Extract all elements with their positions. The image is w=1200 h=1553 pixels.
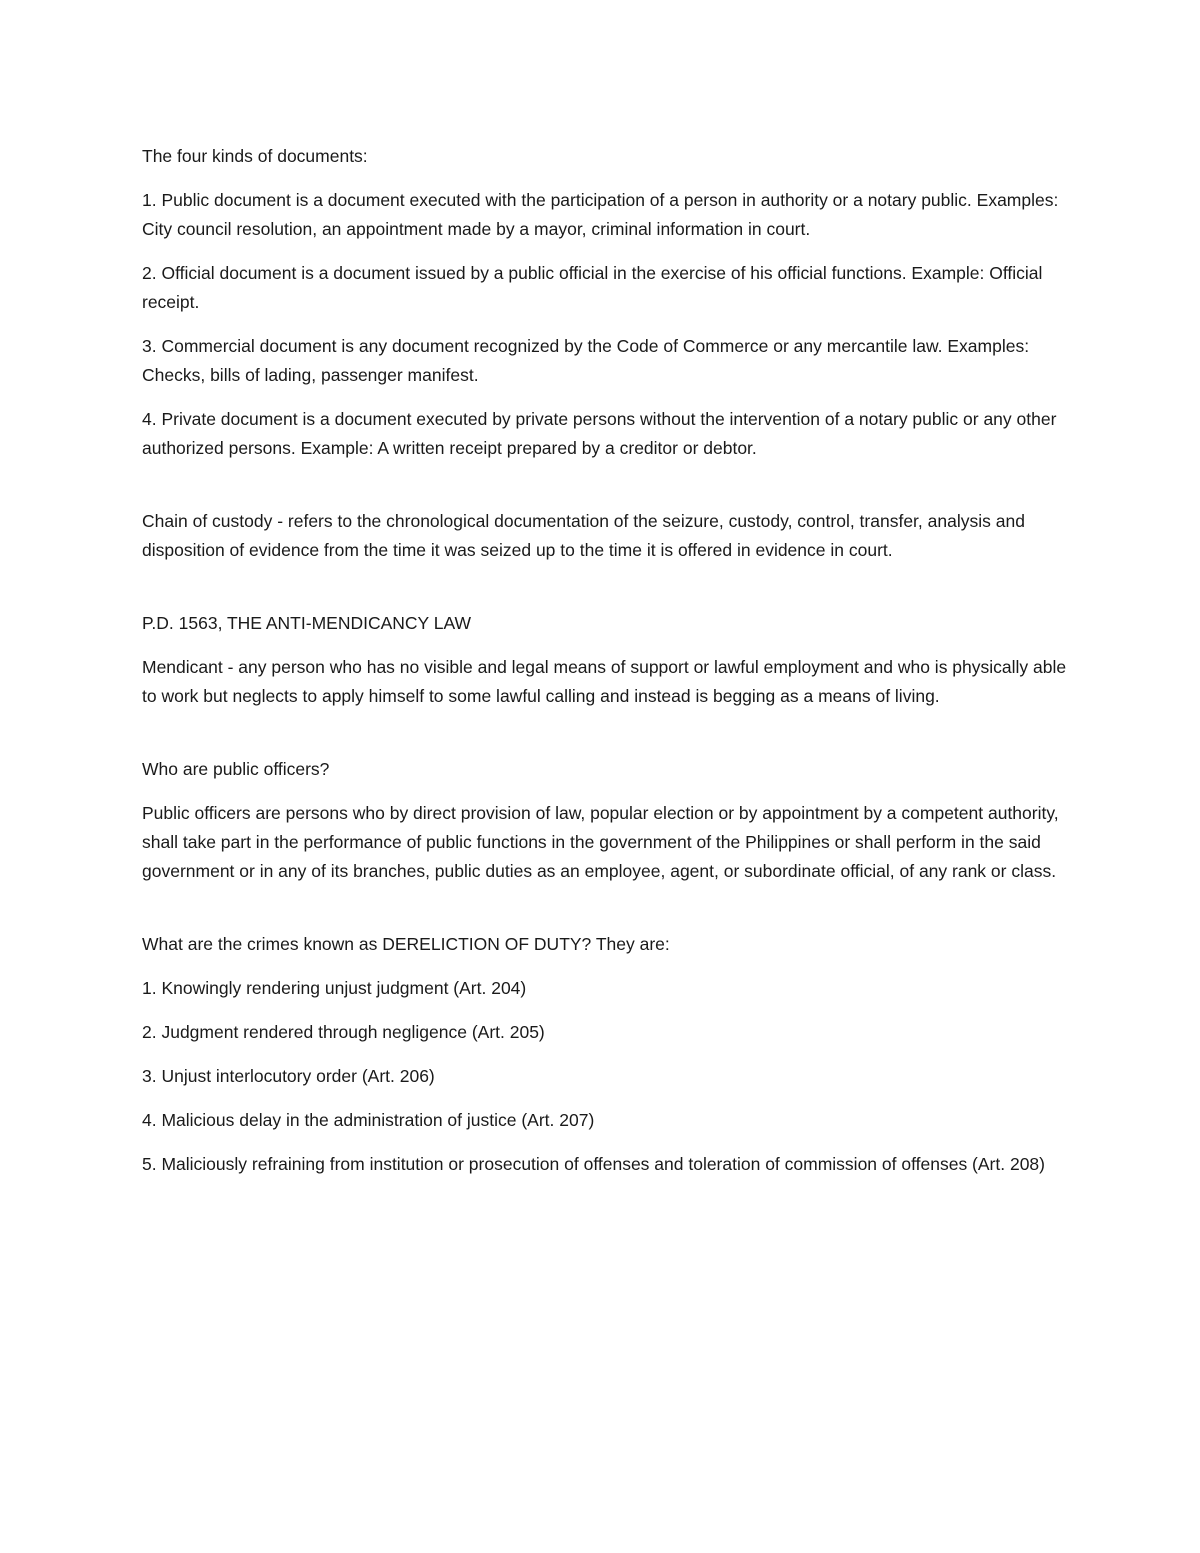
document-body	[142, 142, 1072, 1194]
dereliction-item: 2. Judgment rendered through negligence (Art. 205)	[142, 1022, 545, 1042]
public-officers-answer: Public officers are persons who by direct provision of law, popular election or by appointment by a competent authority, shall take part in the performance of public functions in the government of the Philippines or shall perform in the said government or in any of its branches, public duties as an employee, agent, or subordinate official, of any rank or class.	[142, 803, 1059, 881]
dereliction-item: 4. Malicious delay in the administration of justice (Art. 207)	[142, 1110, 595, 1130]
dereliction-item: 3. Unjust interlocutory order (Art. 206)	[142, 1066, 435, 1086]
kind-private-document: 4. Private document is a document executed by private persons without the intervention of a notary public or any other authorized persons. Example: A written receipt prepared by a creditor or debtor.	[142, 409, 1057, 458]
dereliction-item: 1. Knowingly rendering unjust judgment (Art. 204)	[142, 978, 527, 998]
mendicant-definition: Mendicant - any person who has no visible and legal means of support or lawful employment and who is physically able to work but neglects to apply himself to some lawful calling and instead is begging as a means of living.	[142, 657, 1067, 706]
dereliction-heading: What are the crimes known as DERELICTION OF DUTY? They are:	[142, 934, 670, 954]
anti-mendicancy-heading: P.D. 1563, THE ANTI-MENDICANCY LAW	[142, 613, 472, 633]
kind-commercial-document: 3. Commercial document is any document recognized by the Code of Commerce or any mercantile law. Examples: Checks, bills of lading, passenger manifest.	[142, 336, 1030, 385]
dereliction-item: 5. Maliciously refraining from institution or prosecution of offenses and toleration of commission of offenses (Art. 208)	[142, 1154, 1045, 1174]
public-officers-question: Who are public officers?	[142, 759, 330, 779]
kind-public-document: 1. Public document is a document executed with the participation of a person in authority or a notary public. Examples: City council resolution, an appointment made by a mayor, criminal information in court.	[142, 190, 1059, 239]
kind-official-document: 2. Official document is a document issued by a public official in the exercise of his official functions. Example: Official receipt.	[142, 263, 1043, 312]
chain-of-custody-paragraph: Chain of custody - refers to the chronological documentation of the seizure, custody, control, transfer, analysis and disposition of evidence from the time it was seized up to the time it is offered in evidence in court.	[142, 511, 1025, 560]
kinds-heading: The four kinds of documents:	[142, 146, 368, 166]
